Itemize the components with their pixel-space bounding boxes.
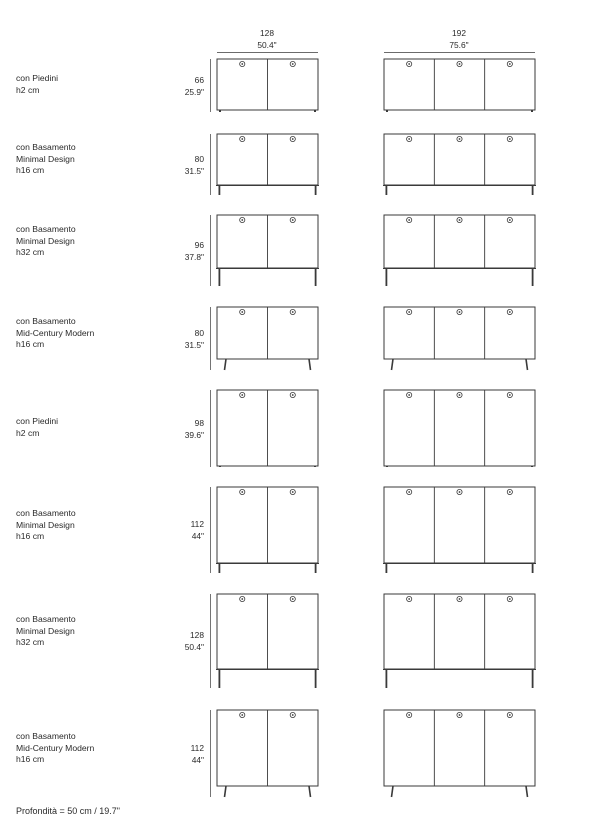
row-7-cabinet-128-knob-center — [292, 598, 294, 600]
depth-footer: Profondità = 50 cm / 19.7" — [16, 806, 121, 816]
row-1-cabinet-192-knob-center — [459, 63, 461, 65]
row-1-label-line: con Piedini — [16, 73, 59, 83]
row-8-height-cm: 112 — [190, 743, 204, 753]
row-7-cabinet-192-base-leg-right — [532, 669, 534, 688]
row-4-height-in: 31.5" — [184, 340, 204, 350]
row-3-cabinet-128-base-leg-left — [219, 268, 221, 286]
row-3-cabinet-128-knob-center — [292, 219, 294, 221]
row-8-cabinet-192-body — [384, 710, 535, 786]
row-6-label — [16, 508, 76, 543]
row-6-height-cm: 112 — [190, 519, 204, 529]
row-1-cabinet-192-knob-center — [509, 63, 511, 65]
row-7-cabinet-128-base-leg-right — [315, 669, 317, 688]
row-1-cabinet-128-foot-right — [314, 110, 316, 112]
row-5-cabinet-128-foot-left — [219, 466, 221, 467]
row-6-label-line: con Basamento — [16, 508, 76, 518]
row-1-cabinet-192-foot-left — [386, 110, 388, 112]
row-5-cabinet-192-foot-left — [386, 466, 388, 467]
row-8-label-line: h16 cm — [16, 754, 45, 765]
row-1-height — [164, 74, 204, 98]
row-2-height-cm: 80 — [194, 154, 204, 164]
row-5-cabinet-128-foot-right — [314, 466, 316, 467]
row-8-cabinet-192-knob-center — [509, 714, 511, 716]
row-4-cabinet-192-knob-center — [509, 311, 511, 313]
row-4-cabinet-128-tapered-leg-right — [309, 359, 311, 370]
row-8-cabinet-128-knob-center — [292, 714, 294, 716]
row-3-height — [164, 239, 204, 263]
width-192-label — [429, 27, 489, 51]
row-1-cabinet-192-foot-right — [531, 110, 533, 112]
row-7-cabinet-192-knob-center — [509, 598, 511, 600]
row-3-cabinet-192-knob-center — [408, 219, 410, 221]
row-5-cabinet-192-knob-center — [459, 394, 461, 396]
row-3-cabinet-192-knob-center — [459, 219, 461, 221]
row-6-height — [164, 518, 204, 542]
width-128-in: 50.4" — [257, 40, 277, 50]
row-7-label-line: Minimal Design — [16, 625, 75, 636]
row-3-label-line: h32 cm — [16, 247, 45, 258]
row-2-label-line: con Basamento — [16, 142, 76, 152]
row-3-cabinet-192-knob-center — [509, 219, 511, 221]
row-8-label — [16, 731, 94, 766]
row-6-label-line: Minimal Design — [16, 519, 75, 530]
row-5-cabinet-128-knob-center — [241, 394, 243, 396]
row-1-cabinet-192-knob-center — [408, 63, 410, 65]
row-3-label-line: con Basamento — [16, 224, 76, 234]
row-3-cabinet-128-knob-center — [241, 219, 243, 221]
row-5-cabinet-192-body — [384, 390, 535, 466]
row-8-cabinet-128-tapered-leg-right — [309, 786, 311, 797]
row-6-height-in: 44" — [191, 531, 204, 541]
row-5-cabinet-128-knob-center — [292, 394, 294, 396]
row-3-cabinet-192-base-leg-right — [532, 268, 534, 286]
row-6-cabinet-192-knob-center — [408, 491, 410, 493]
width-128-label — [237, 27, 297, 51]
row-7-cabinet-192-knob-center — [408, 598, 410, 600]
row-8-cabinet-128-knob-center — [241, 714, 243, 716]
row-3-label — [16, 224, 76, 259]
row-1-height-cm: 66 — [194, 75, 204, 85]
row-5-height-cm: 98 — [194, 418, 204, 428]
row-8-cabinet-192-tapered-leg-left — [392, 786, 394, 797]
row-1-cabinet-128-knob-center — [292, 63, 294, 65]
row-4-cabinet-128-tapered-leg-left — [225, 359, 227, 370]
row-7-cabinet-128-knob-center — [241, 598, 243, 600]
row-3-cabinet-192-base-leg-left — [386, 268, 388, 286]
row-5-cabinet-192-foot-right — [531, 466, 533, 467]
row-2-cabinet-128-knob-center — [292, 138, 294, 140]
row-8-label-line: Mid-Century Modern — [16, 742, 95, 753]
row-2-label-line: Minimal Design — [16, 153, 75, 164]
row-6-cabinet-128-base-leg-right — [315, 563, 317, 573]
row-2-height-in: 31.5" — [184, 166, 204, 176]
row-7-height-in: 50.4" — [184, 642, 204, 652]
row-2-cabinet-128-knob-center — [241, 138, 243, 140]
row-6-cabinet-128-knob-center — [292, 491, 294, 493]
row-6-cabinet-128-base-leg-left — [219, 563, 221, 573]
row-7-cabinet-192-knob-center — [459, 598, 461, 600]
row-4-cabinet-192-tapered-leg-right — [526, 359, 528, 370]
row-2-label-line: h16 cm — [16, 165, 45, 176]
row-2-cabinet-192-knob-center — [408, 138, 410, 140]
row-5-label-line: con Piedini — [16, 416, 59, 426]
row-5-cabinet-192-knob-center — [408, 394, 410, 396]
row-2-cabinet-192-base-leg-right — [532, 185, 534, 195]
row-1-cabinet-128-knob-center — [241, 63, 243, 65]
row-8-height — [164, 742, 204, 766]
row-7-label-line: con Basamento — [16, 614, 76, 624]
row-4-cabinet-128-knob-center — [292, 311, 294, 313]
row-2-cabinet-128-base-leg-right — [315, 185, 317, 195]
row-4-cabinet-192-knob-center — [459, 311, 461, 313]
row-2-label — [16, 142, 76, 177]
row-1-label — [16, 73, 58, 96]
row-8-height-in: 44" — [191, 755, 204, 765]
row-3-label-line: Minimal Design — [16, 235, 75, 246]
row-8-cabinet-128-tapered-leg-left — [225, 786, 227, 797]
row-7-label — [16, 614, 76, 649]
row-6-cabinet-192-base-leg-left — [386, 563, 388, 573]
row-7-cabinet-192-base-leg-left — [386, 669, 388, 688]
row-1-cabinet-128-foot-left — [219, 110, 221, 112]
row-6-cabinet-192-knob-center — [459, 491, 461, 493]
row-7-cabinet-192-body — [384, 594, 535, 669]
row-1-height-in: 25.9" — [184, 87, 204, 97]
row-7-cabinet-128-base-leg-left — [219, 669, 221, 688]
row-4-label-line: Mid-Century Modern — [16, 327, 95, 338]
row-4-label-line: h16 cm — [16, 339, 45, 350]
row-2-cabinet-192-base-leg-left — [386, 185, 388, 195]
row-8-cabinet-192-knob-center — [408, 714, 410, 716]
width-128-cm: 128 — [260, 28, 274, 38]
row-6-cabinet-192-base-leg-right — [532, 563, 534, 573]
row-4-height — [164, 327, 204, 351]
row-7-height — [164, 629, 204, 653]
row-6-cabinet-192-knob-center — [509, 491, 511, 493]
row-4-cabinet-192-tapered-leg-left — [392, 359, 394, 370]
row-4-label — [16, 316, 94, 351]
row-8-label-line: con Basamento — [16, 731, 76, 741]
row-7-height-cm: 128 — [190, 630, 204, 640]
row-8-cabinet-192-tapered-leg-right — [526, 786, 528, 797]
row-5-height-in: 39.6" — [184, 430, 204, 440]
row-2-cabinet-128-base-leg-left — [219, 185, 221, 195]
row-4-cabinet-192-knob-center — [408, 311, 410, 313]
row-5-cabinet-192-knob-center — [509, 394, 511, 396]
row-4-label-line: con Basamento — [16, 316, 76, 326]
row-5-label-line: h2 cm — [16, 427, 40, 438]
row-8-cabinet-192-knob-center — [459, 714, 461, 716]
width-192-in: 75.6" — [449, 40, 469, 50]
row-6-cabinet-128-knob-center — [241, 491, 243, 493]
row-6-cabinet-192-body — [384, 487, 535, 563]
row-4-cabinet-128-knob-center — [241, 311, 243, 313]
row-7-label-line: h32 cm — [16, 637, 45, 648]
row-4-height-cm: 80 — [194, 328, 204, 338]
row-6-label-line: h16 cm — [16, 531, 45, 542]
row-3-height-cm: 96 — [194, 240, 204, 250]
row-5-height — [164, 417, 204, 441]
row-3-height-in: 37.8" — [184, 252, 204, 262]
row-1-label-line: h2 cm — [16, 84, 40, 95]
row-2-cabinet-192-knob-center — [459, 138, 461, 140]
width-192-cm: 192 — [452, 28, 466, 38]
row-2-cabinet-192-knob-center — [509, 138, 511, 140]
row-5-label — [16, 416, 58, 439]
row-3-cabinet-128-base-leg-right — [315, 268, 317, 286]
row-2-height — [164, 153, 204, 177]
